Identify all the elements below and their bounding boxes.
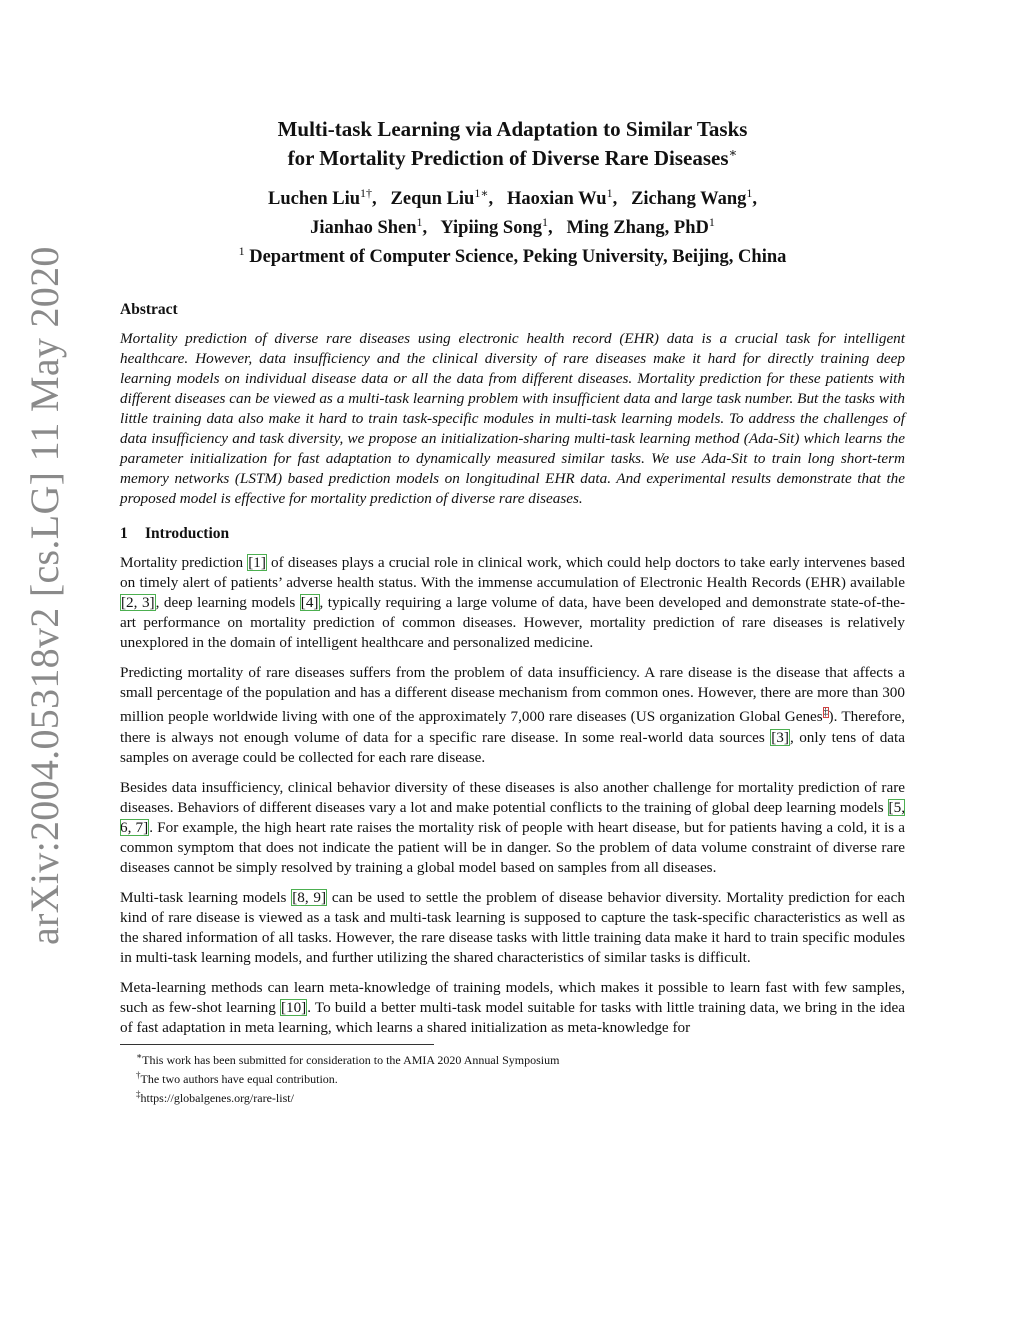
footnote xyxy=(120,1049,905,1068)
footnote xyxy=(120,1087,905,1106)
text-run: ). Therefore, there is always not enough volume of data for a specific rare disease. In some real-world data sources xyxy=(120,708,905,746)
text-run: Predicting mortality of rare diseases suffers from the problem of data insufficiency. A rare disease is the disease that affects a small percentage of the population and has a different disease mechanism from common ones. However, there are more than 300 million people worldwide living with one of the approximately 7,000 rare diseases (US organization Global Genes xyxy=(120,664,905,726)
footnote-link[interactable]: ‡ xyxy=(822,707,829,719)
title-line-1: Multi-task Learning via Adaptation to Similar Tasks xyxy=(277,117,748,141)
footnote-text: This work has been submitted for consideration to the AMIA 2020 Annual Symposium xyxy=(142,1052,560,1067)
affiliation xyxy=(120,240,905,269)
author-line-1: Luchen Liu$^{1\dagger}$, Zequn Liu$^{1∗}$, Haoxian Wu$^1$, Zichang Wang$^1$, xyxy=(267,186,758,210)
author-sup: 1 xyxy=(746,186,753,200)
abstract-text: Mortality prediction of diverse rare diseases using electronic health record (EHR) data is a crucial task for intelligent healthcare. However, data insufficiency and the clinical diversity of rare diseases make it hard for directly training deep learning models on individual disease data or all the data from different diseases. Mortality prediction for these patients with different diseases can be viewed as a multi-task learning problem with insufficient data and large task number. But the tasks with little training data also make it hard to train task-specific modules in multi-task learning models. To address the challenges of data insufficiency and task diversity, we propose an initialization-sharing multi-task learning method (Ada-Sit) which learns the parameter initialization for fast adaptation to dynamically measured similar tasks. We use Ada-Sit to train long short-term memory networks (LSTM) based prediction models on longitudinal EHR data. And experimental results demonstrate that the proposed model is effective for mortality prediction of diverse rare diseases. xyxy=(120,330,905,508)
paragraph xyxy=(120,553,905,653)
citation-link[interactable]: [8, 9] xyxy=(292,888,327,906)
author-sup: 1 xyxy=(708,215,715,230)
affiliation-sup: 1 xyxy=(238,244,245,259)
author-name: Ming Zhang, PhD xyxy=(566,218,709,239)
footnote xyxy=(120,1068,905,1087)
author-sup: 1∗ xyxy=(474,186,489,200)
footnote-divider xyxy=(120,1044,434,1045)
title-footnote-mark: ∗ xyxy=(728,145,738,160)
text-run: Meta-learning methods can learn meta-knowledge of training models, which makes it possible to learn fast with few samples, such as few-shot learning xyxy=(120,978,905,1016)
text-run: can be used to settle the problem of disease behavior diversity. Mortality prediction for each kind of rare disease is viewed as a task and multi-task learning is supposed to capture the task-specific characteristics as well as the shared information of all tasks. However, the rare disease tasks with little training data make it hard to train specific modules in multi-task learning models, and further utilizing the shared characteristics of similar tasks is difficult. xyxy=(120,888,905,966)
author-sup: 1† xyxy=(360,186,373,200)
author-name: Zequn Liu xyxy=(390,189,475,210)
paragraph xyxy=(120,663,905,767)
text-run: . For example, the high heart rate raises the mortality risk of people with heart disease, but for patients having a cold, it is a common symptom that does not indicate the patient will be in danger. So the problem of data volume constraint of diverse rare diseases cannot be simply resolved by training a global model based on samples from all diseases. xyxy=(120,818,905,876)
paragraph xyxy=(120,978,905,1038)
footnote-mark: ∗ xyxy=(136,1050,143,1061)
text-run: Multi-task learning models xyxy=(120,888,292,906)
footnote-url[interactable]: https://globalgenes.org/rare-list/ xyxy=(140,1090,294,1105)
section-heading-introduction xyxy=(120,524,905,544)
affiliation-text: Department of Computer Science, Peking University, Beijing, China xyxy=(249,247,787,268)
footnote-text: The two authors have equal contribution. xyxy=(140,1071,338,1086)
author-line-2: Jianhao Shen$^1$, Yipiing Song$^1$, Ming Zhang, PhD$^1$ xyxy=(310,215,715,239)
citation-link[interactable]: [2, 3] xyxy=(121,594,155,612)
text-run: . To build a better multi-task model suitable for tasks with little training data, we bring in the idea of fast adaptation in meta learning, which learns a shared initialization as meta-knowledge for xyxy=(120,998,905,1036)
paragraph xyxy=(120,888,905,968)
citation-link[interactable]: [3] xyxy=(771,728,789,746)
text-run: Mortality prediction xyxy=(120,554,248,572)
author-name: Haoxian Wu xyxy=(506,189,607,210)
paragraph xyxy=(120,778,905,878)
citation-link[interactable]: [10] xyxy=(280,998,307,1016)
paper-title xyxy=(120,117,905,170)
footnote-mark: † xyxy=(136,1069,141,1080)
section-number: 1 xyxy=(120,525,128,543)
author-name: Zichang Wang xyxy=(631,189,747,210)
author-sup: 1 xyxy=(416,215,423,230)
text-run: of diseases plays a crucial role in clinical work, which could help doctors to take early intervenes based on timely alert of patients’ adverse health status. With the immense accumulation of Electronic Health Records (EHR) available xyxy=(120,554,905,592)
abstract-heading: Abstract xyxy=(120,301,178,319)
footnotes xyxy=(120,1049,905,1106)
footnote-mark: ‡ xyxy=(136,1088,141,1099)
arxiv-identifier: arXiv:2004.05318v2 [cs.LG] 11 May 2020 xyxy=(22,246,67,945)
author-sup: 1 xyxy=(541,215,548,230)
author-name: Yipiing Song xyxy=(440,218,542,239)
text-run: , typically requiring a large volume of data, have been developed and demonstrate state-of-the-art performance on mortality prediction of common diseases. However, mortality prediction of rare diseases is relatively unexplored in the domain of intelligent healthcare and personalized medicine. xyxy=(120,594,905,652)
paper-page xyxy=(120,117,905,1106)
author-name: Jianhao Shen xyxy=(310,218,417,239)
text-run: , deep learning models xyxy=(155,594,300,612)
author-name: Luchen Liu xyxy=(267,189,361,210)
citation-link[interactable]: [1] xyxy=(248,554,266,572)
author-block xyxy=(120,182,905,269)
author-sup: 1 xyxy=(606,186,613,200)
text-run: , only tens of data samples on average could be collected for each rare disease. xyxy=(120,728,905,766)
text-run: Besides data insufficiency, clinical behavior diversity of these diseases is also another challenge for mortality prediction of rare diseases. Behaviors of different diseases vary a lot and make potential conflicts to the training of global deep learning models xyxy=(120,778,905,816)
citation-link[interactable]: [5, 6, 7] xyxy=(120,798,905,836)
citation-link[interactable]: [4] xyxy=(300,594,319,612)
section-title: Introduction xyxy=(145,525,230,543)
title-line-2: for Mortality Prediction of Diverse Rare Diseases xyxy=(287,146,729,170)
